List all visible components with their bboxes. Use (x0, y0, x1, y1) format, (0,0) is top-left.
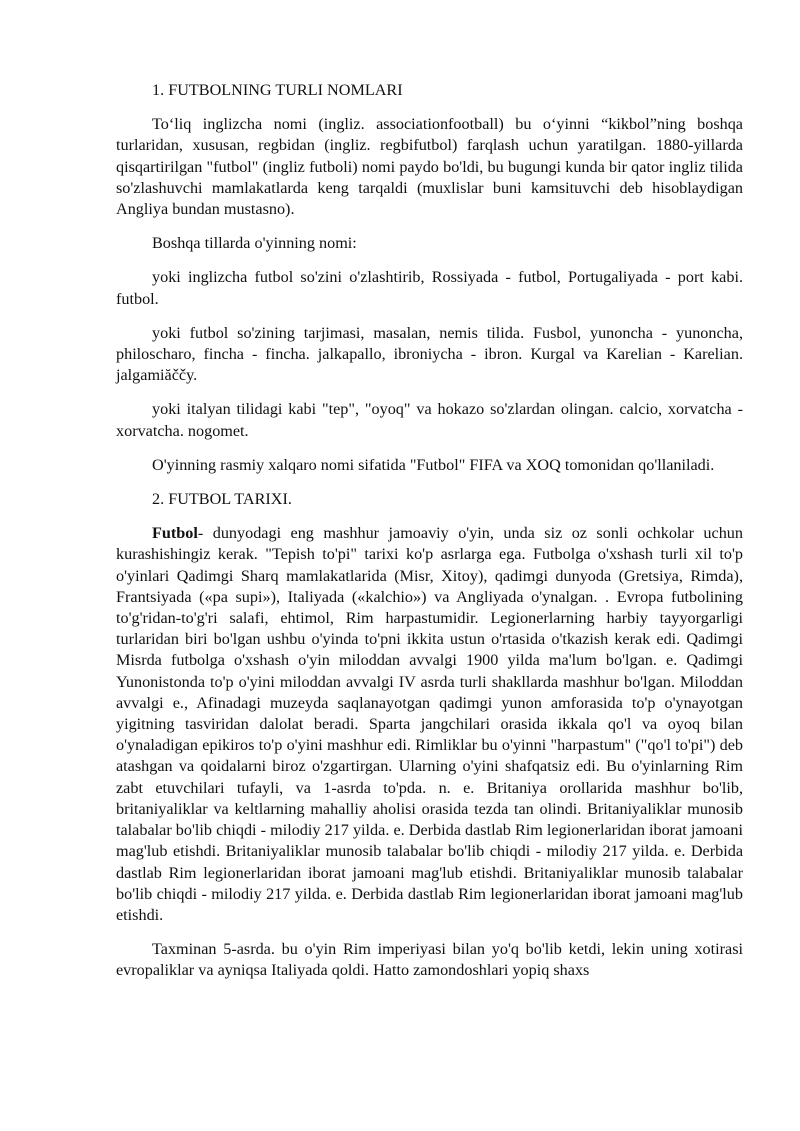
paragraph-8: Taxminan 5-asrda. bu o'yin Rim imperiyasi bilan yo'q bo'lib ketdi, lekin uning xotirasi evropaliklar va ayniqsa Italiyada qoldi. Hatto zamondoshlari yopiq shaxs (116, 940, 743, 980)
paragraph-4: yoki futbol so'zining tarjimasi, masalan, nemis tilida. Fusbol, yunoncha - yunoncha, philoscharo, fincha - fincha. jalkapallo, ibroniycha - ibron. Kurgal va Karelian - Karelian. jalgamiăččy. (116, 323, 743, 385)
paragraph-2: Boshqa tillarda o'yinning nomi: (152, 234, 357, 253)
bold-term-futbol: Futbol (152, 524, 198, 543)
paragraph-7-text: - dunyodagi eng mashhur jamoaviy o'yin, unda siz oz sonli ochkolar uchun kurashishingiz kerak. "Tepish to'pi" tarixi ko'p asrlarga ega. Futbolga o'xshash turli xil to'p o'yinlari Qadimgi Sharq mamlakatlarida (Misr, Xitoy), qadimgi dunyoda (Gretsiya, Rimda), Frantsiyada («pa supi»), Italiyada («kalchio») va Angliyada o'ynalgan. . Evropa futbolining to'g'ridan-to'g'ri salafi, ehtimol, Rim harpastumidir. Legionerlarning harbiy tayyorgarligi turlaridan biri bo'lgan ushbu o'yinda to'pni ikkita ustun o'rtasida o'tkazish kerak edi. Qadimgi Misrda futbolga o'xshash o'yin miloddan avvalgi 1900 yilda ma'lum bo'lgan. e. Qadimgi Yunonistonda to'p o'yini miloddan avvalgi IV asrda turli shakllarda mashhur bo'lgan. Miloddan avvalgi e., Afinadagi muzeyda saqlanayotgan qadimgi yunon amforasida to'p o'ynayotgan yigitning tasviridan dalolat beradi. Sparta jangchilari orasida ikkala qo'l va oyoq bilan o'ynaladigan epikiros to'p o'yini mashhur edi. Rimliklar bu o'yinni "harpastum" ("qo'l to'pi") deb atashgan va qoidalarni biroz o'zgartirgan. Ularning o'yini shafqatsiz edi. Bu o'yinlarning Rim zabt etuvchilari tufayli, va 1-asrda to'pda. n. e. Britaniya orollarida mashhur bo'lib, britaniyaliklar va keltlarning mahalliy aholisi orasida tezda tan olindi. Britaniyaliklar munosib talabalar bo'lib chiqdi - milodiy 217 yilda. e. Derbida dastlab Rim legionerlaridan iborat jamoani mag'lub etishdi. Britaniyaliklar munosib talabalar bo'lib chiqdi - milodiy 217 yilda. e. Derbida dastlab Rim legionerlaridan iborat jamoani mag'lub etishdi. Britaniyaliklar munosib talabalar bo'lib chiqdi - milodiy 217 yilda. e. Derbida dastlab Rim legionerlaridan iborat jamoani mag'lub etishdi. (116, 524, 743, 924)
paragraph-7 (116, 523, 743, 926)
section-heading-2: 2. FUTBOL TARIXI. (152, 490, 292, 509)
paragraph-3: yoki inglizcha futbol so'zini o'zlashtirib, Rossiyada - futbol, Portugaliyada - port kabi. futbol. (116, 268, 743, 308)
paragraph-6: O'yinning rasmiy xalqaro nomi sifatida "Futbol" FIFA va XOQ tomonidan qo'llaniladi. (152, 455, 715, 474)
section-heading-1: 1. FUTBOLNING TURLI NOMLARI (152, 81, 403, 99)
paragraph-1: To‘liq inglizcha nomi (ingliz. associationfootball) bu o‘yinni “kikbol”ning boshqa turlaridan, xususan, regbidan (ingliz. regbifutbol) farqlash uchun yaratilgan. 1880-yillarda qisqartirilgan "futbol" (ingliz futboli) nomi paydo bo'ldi, bu bugungi kunda bir qator ingliz tilida so'zlashuvchi mamlakatlarda keng tarqaldi (muxlislar buni kamsituvchi deb hisoblaydigan Angliya bundan mustasno). (116, 115, 743, 219)
document-page (116, 80, 743, 982)
paragraph-5: yoki italyan tilidagi kabi "tep", "oyoq" va hokazo so'zlardan olingan. calcio, xorvatcha - xorvatcha. nogomet. (116, 400, 743, 440)
